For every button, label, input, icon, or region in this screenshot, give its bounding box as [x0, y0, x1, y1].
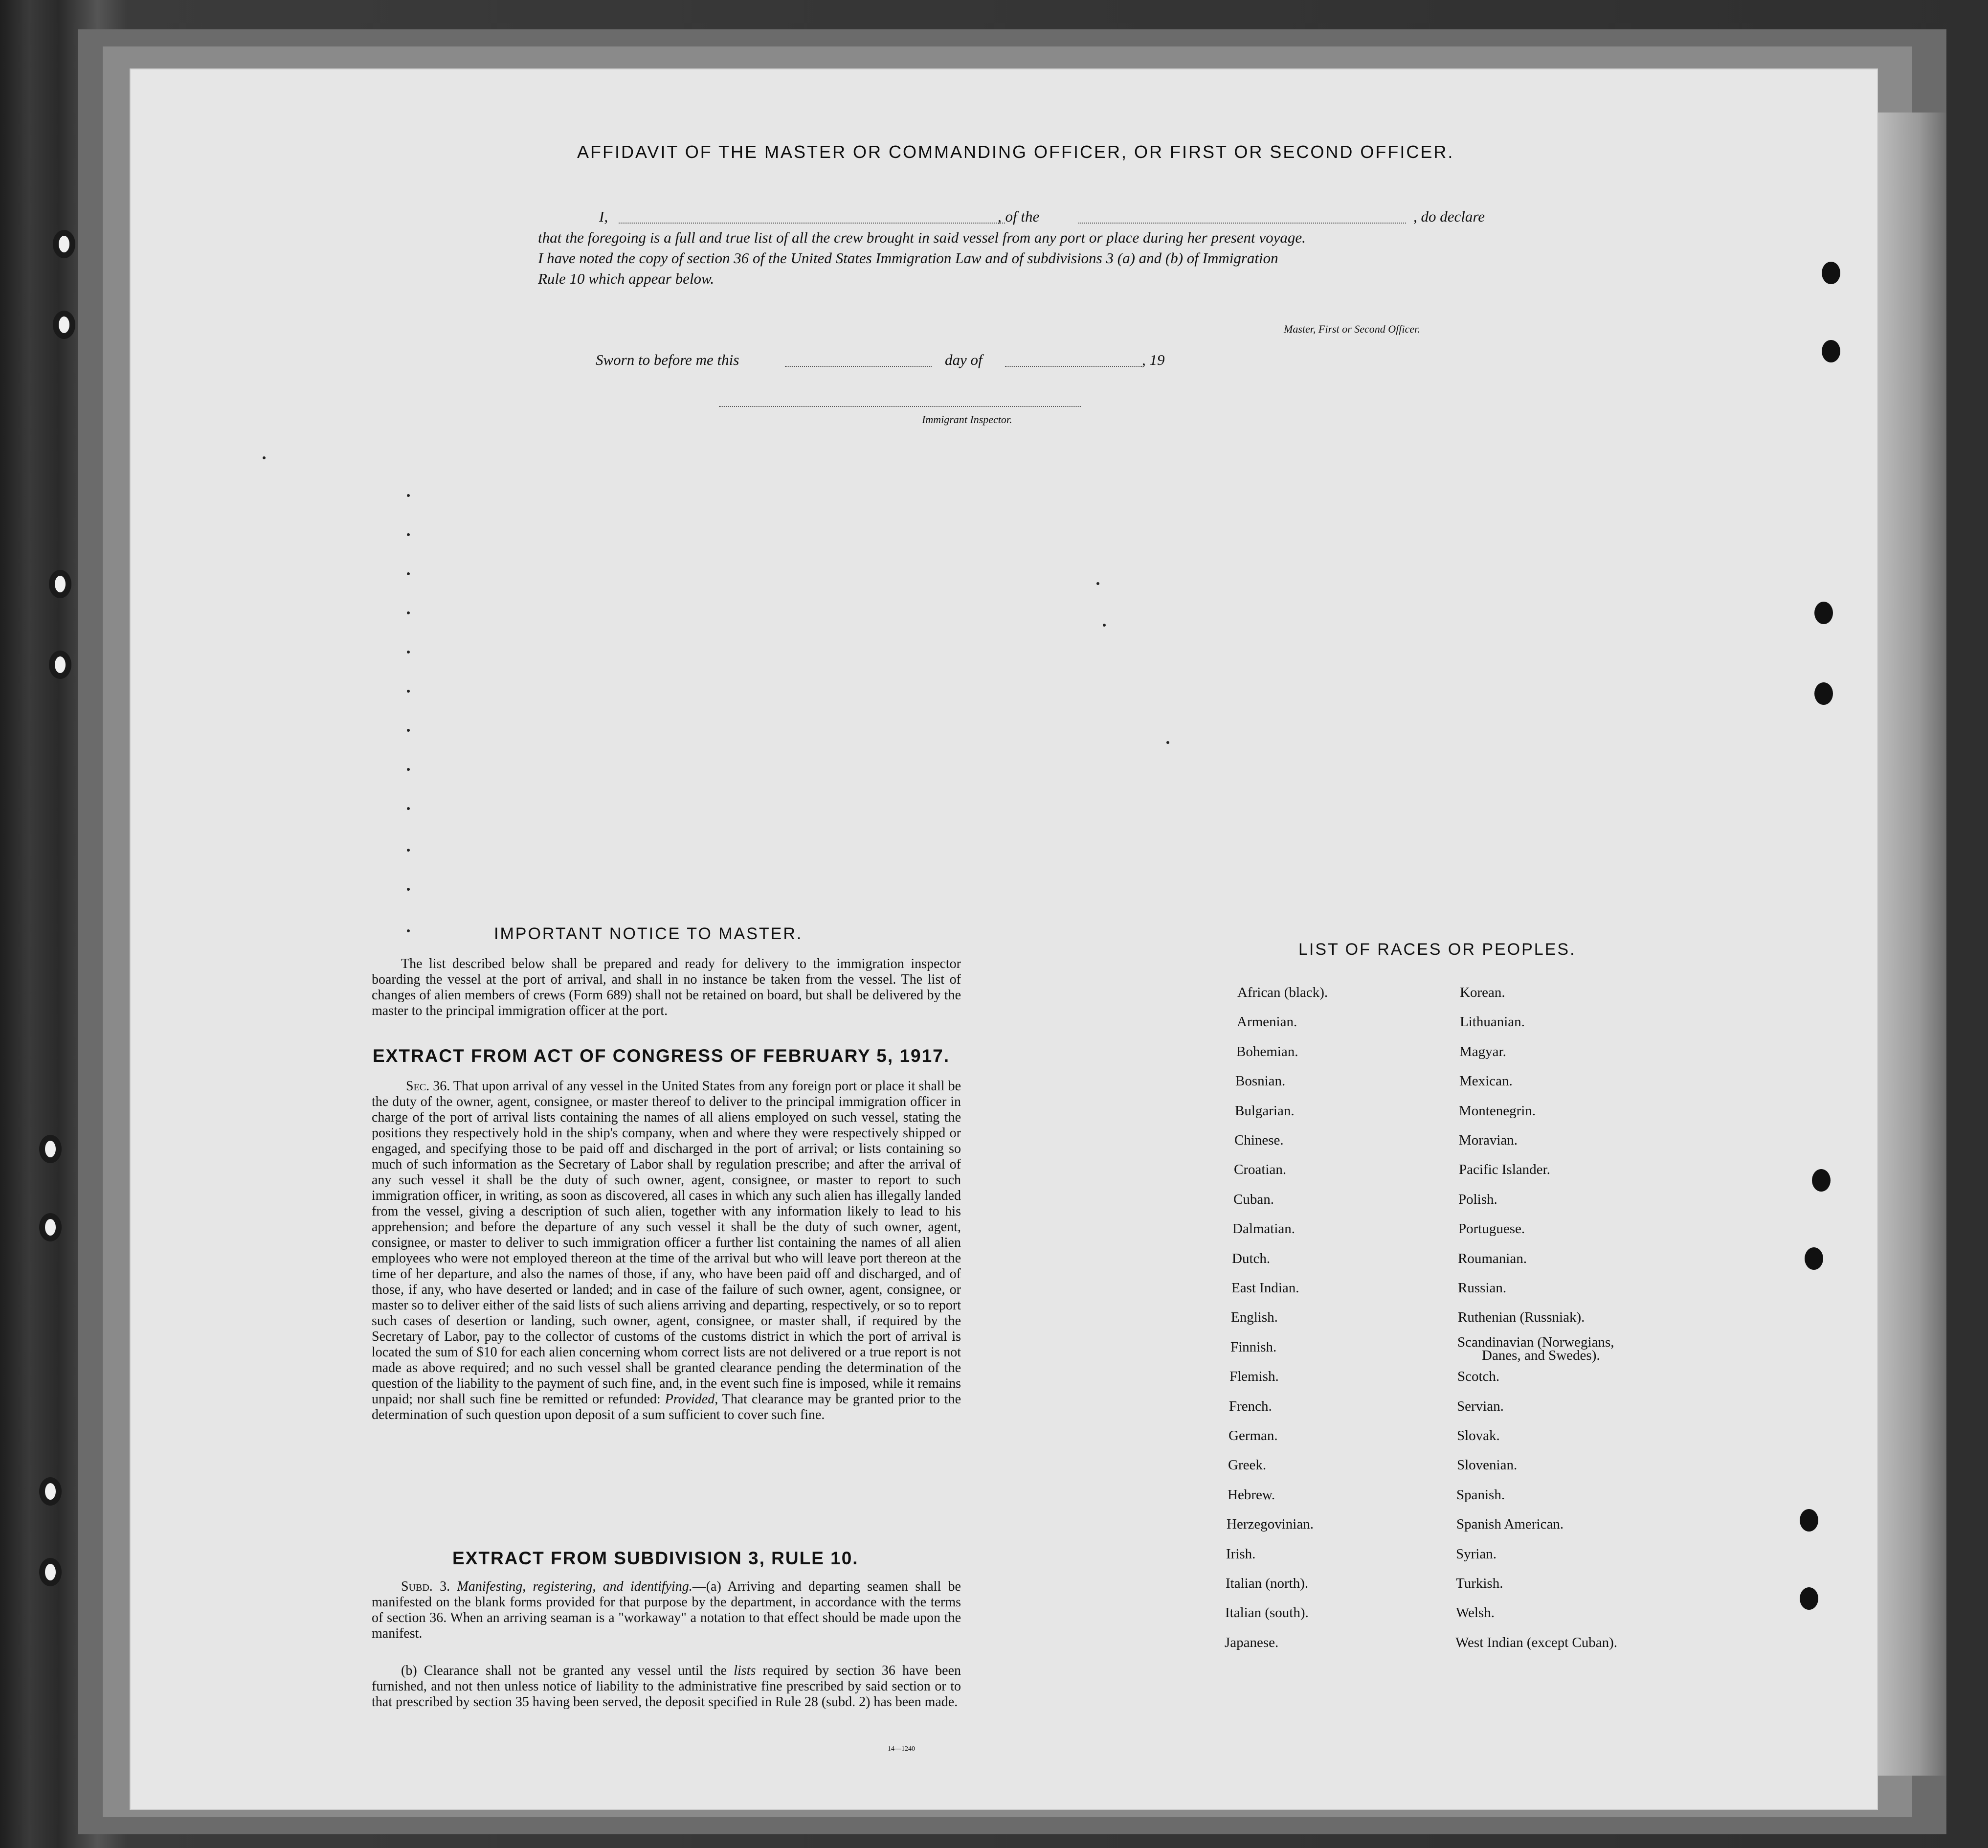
binder-hole-icon: [39, 1135, 62, 1163]
binder-hole-icon: [39, 1558, 62, 1586]
inspector-signature-line: [719, 406, 1081, 407]
binder-hole-icon: [49, 570, 71, 598]
affidavit-line-2: that the foregoing is a full and true list of all the crew brought in said vessel from any port or place during her present voyage.: [538, 229, 1306, 246]
margin-dot: [1103, 624, 1106, 627]
race-item: Roumanian.: [1458, 1251, 1527, 1266]
race-item: Pacific Islander.: [1459, 1162, 1550, 1177]
sec-36-end: That clearance may be granted prior to the determination of such question upon deposit of a sum sufficient to cover such fine.: [372, 1392, 961, 1422]
race-item: Hebrew.: [1228, 1487, 1275, 1503]
binder-hole-icon: [53, 311, 75, 339]
race-item: Scandinavian (Norwegians,: [1457, 1334, 1614, 1350]
race-item: Greek.: [1228, 1457, 1267, 1473]
race-item: West Indian (except Cuban).: [1455, 1635, 1618, 1650]
margin-dot: [407, 494, 410, 497]
binder-hole-icon: [53, 230, 75, 258]
notice-body: The list described below shall be prepared and ready for delivery to the immigration inspector boarding the vessel at the port of arrival, and shall in no instance be taken from the vessel. The list of changes of alien members of crews (Form 689) shall not be retained on board, but shall be delivered by the master to the principal immigration officer at the port.: [372, 956, 961, 1018]
race-item: Armenian.: [1237, 1014, 1297, 1030]
race-item: Russian.: [1458, 1280, 1507, 1296]
binder-hole-icon: [49, 651, 71, 679]
race-item: Mexican.: [1459, 1073, 1513, 1089]
race-item: Herzegovinian.: [1227, 1516, 1314, 1532]
race-item: English.: [1231, 1309, 1278, 1325]
punch-hole-icon: [1814, 682, 1833, 705]
race-item: Magyar.: [1459, 1044, 1506, 1059]
race-item: Bosnian.: [1235, 1073, 1286, 1089]
race-item: East Indian.: [1231, 1280, 1299, 1296]
para-b-end: required by section 36 have been furnished, and not then unless notice of liability to the administrative fine prescribed by said section or to that prescribed by section 35 having been served, the deposit specified in Rule 28 (subd. 2) has been made.: [372, 1663, 961, 1710]
margin-dot: [407, 807, 410, 810]
para-b-lists: lists: [734, 1663, 756, 1678]
race-item: Portuguese.: [1458, 1221, 1525, 1237]
sec-label: Sec. 36.: [406, 1079, 450, 1094]
race-item: Japanese.: [1225, 1635, 1279, 1650]
binder-hole-icon: [39, 1213, 62, 1241]
punch-hole-icon: [1822, 340, 1840, 362]
affidavit-i: I,: [599, 208, 608, 225]
provided-text: Provided,: [665, 1392, 718, 1407]
race-item: Scotch.: [1457, 1369, 1500, 1384]
rule-para-a: [372, 1579, 961, 1642]
race-item: Finnish.: [1230, 1339, 1277, 1355]
affidavit-title: AFFIDAVIT OF THE MASTER OR COMMANDING OFFICER, OR FIRST OR SECOND OFFICER.: [577, 142, 1454, 162]
race-item: Spanish.: [1456, 1487, 1505, 1503]
page-edge-strip: [1878, 113, 1946, 1776]
race-item: African (black).: [1237, 985, 1328, 1000]
race-item: Slovak.: [1457, 1428, 1500, 1443]
punch-hole-icon: [1822, 262, 1840, 284]
race-item: Korean.: [1460, 985, 1505, 1000]
document-page: [130, 68, 1878, 1810]
punch-hole-icon: [1812, 1169, 1831, 1192]
race-item: Flemish.: [1229, 1369, 1279, 1384]
race-item: Croatian.: [1234, 1162, 1287, 1177]
extract-rule-title: EXTRACT FROM SUBDIVISION 3, RULE 10.: [452, 1548, 859, 1568]
affidavit-of-the: , of the: [998, 208, 1040, 225]
race-item: Welsh.: [1456, 1605, 1495, 1621]
name-blank-line: [619, 223, 1005, 224]
race-item: Moravian.: [1459, 1132, 1518, 1148]
margin-dot: [407, 729, 410, 732]
race-item: Syrian.: [1456, 1546, 1497, 1562]
race-item: Lithuanian.: [1460, 1014, 1525, 1030]
race-item: Bulgarian.: [1235, 1103, 1295, 1119]
extract-act-title: EXTRACT FROM ACT OF CONGRESS OF FEBRUARY 5, 1917.: [373, 1046, 950, 1066]
race-item: Polish.: [1458, 1192, 1497, 1207]
extract-act-body: [372, 1079, 961, 1423]
race-item: Slovenian.: [1457, 1457, 1518, 1473]
race-item: Spanish American.: [1456, 1516, 1564, 1532]
affidavit-declare: , do declare: [1413, 208, 1485, 225]
month-blank-line: [1005, 366, 1142, 367]
race-item: German.: [1229, 1428, 1278, 1443]
race-item: Turkish.: [1456, 1576, 1503, 1591]
race-item: Servian.: [1457, 1398, 1504, 1414]
sworn-prefix: Sworn to before me this: [596, 351, 739, 368]
margin-dot: [407, 690, 410, 693]
subd-italic: Manifesting, registering, and identifying.: [457, 1579, 692, 1594]
sworn-day-of: day of: [945, 351, 983, 368]
race-item: Dalmatian.: [1232, 1221, 1296, 1237]
race-item: Italian (north).: [1226, 1576, 1309, 1591]
para-b-start: (b) Clearance shall not be granted any vessel until the: [401, 1663, 727, 1678]
punch-hole-icon: [1805, 1247, 1823, 1270]
margin-dot: [407, 888, 410, 891]
vessel-blank-line: [1078, 223, 1406, 224]
margin-dot: [407, 929, 410, 932]
race-item: Cuban.: [1233, 1192, 1274, 1207]
affidavit-line-4: Rule 10 which appear below.: [538, 270, 715, 287]
margin-dot: [407, 849, 410, 852]
race-item: Bohemian.: [1236, 1044, 1298, 1059]
race-item: Montenegrin.: [1459, 1103, 1536, 1119]
rule-para-b: [372, 1663, 961, 1710]
punch-hole-icon: [1800, 1587, 1818, 1610]
margin-dot: [407, 611, 410, 614]
subd-label: Subd. 3.: [401, 1579, 450, 1594]
day-blank-line: [785, 366, 932, 367]
race-item: Dutch.: [1232, 1251, 1271, 1266]
race-item: Chinese.: [1234, 1132, 1284, 1148]
punch-hole-icon: [1814, 602, 1833, 624]
sec-36-text: That upon arrival of any vessel in the United States from any foreign port or place it shall be the duty of the owner, agent, consignee, or master thereof to deliver to the principal immigration officer in charge of the port of arrival lists containing the names of all aliens employed on such vessel, stating the positions they respectively hold in the ship's company, when and where they were respectively shipped or engaged, and specifying those to be paid off and discharged in the port of arrival; or lists containing so much of such information as the Secretary of Labor shall by regulation prescribe; and after the arrival of any such vessel it shall be the duty of such owner, agent, consignee, or master to report to such immigration officer, in writing, as soon as discovered, all cases in which any such alien has illegally landed from the vessel, giving a description of such alien, together with any information likely to lead to his apprehension; and before the departure of any such vessel it shall be the duty of such owner, agent, consignee, or master to deliver to such immigration officer a further list containing the names of all alien employees who were not employed thereon at the time of the arrival but who will leave port thereon at the time of her departure, and also the names of those, if any, who have been paid off and discharged, and of those, if any, who have deserted or landed; and in case of the failure of such owner, agent, consignee, or master so to deliver either of the said lists of such aliens arriving and departing, respectively, or so to report such cases of desertion or landing, such owner, agent, consignee, or master shall, if required by the Secretary of Labor, pay to the collector of customs of the customs district in which the port of arrival is located the sum of $10 for each alien concerning whom correct lists are not delivered or a true report is not made as above required; and no such vessel shall be granted clearance pending the determination of the question of the liability to the payment of such fine, and, in the event such fine is imposed, while it remains unpaid; nor shall such fine be remitted or refunded:: [372, 1079, 961, 1407]
inspector-label: Immigrant Inspector.: [922, 413, 1012, 426]
margin-dot: [407, 533, 410, 536]
margin-dot: [407, 651, 410, 654]
signature-label: Master, First or Second Officer.: [1284, 323, 1420, 335]
notice-title: IMPORTANT NOTICE TO MASTER.: [494, 924, 803, 943]
race-item: French.: [1229, 1398, 1272, 1414]
binder-hole-icon: [39, 1477, 62, 1506]
form-number: 14—1240: [888, 1745, 915, 1753]
sworn-year: , 19: [1142, 351, 1165, 368]
affidavit-line-3: I have noted the copy of section 36 of the United States Immigration Law and of subdivisions 3 (a) and (b) of Immigration: [538, 249, 1278, 267]
punch-hole-icon: [1800, 1509, 1818, 1532]
margin-dot: [1166, 741, 1169, 744]
race-item: Italian (south).: [1225, 1605, 1309, 1621]
races-title: LIST OF RACES OR PEOPLES.: [1298, 940, 1576, 959]
race-scandinavian-cont: Danes, and Swedes).: [1482, 1348, 1600, 1363]
margin-dot: [407, 768, 410, 771]
race-item: Ruthenian (Russniak).: [1458, 1309, 1585, 1325]
margin-dot: [263, 456, 266, 459]
margin-dot: [1096, 582, 1099, 585]
race-item: Irish.: [1226, 1546, 1256, 1562]
margin-dot: [407, 572, 410, 575]
subd-para-a: —(a) Arriving and departing seamen shall be manifested on the blank forms provided for that purpose by the department, in accordance with the terms of section 36. When an arriving seaman is a "workaway" a notation to that effect should be made upon the manifest.: [372, 1579, 961, 1641]
